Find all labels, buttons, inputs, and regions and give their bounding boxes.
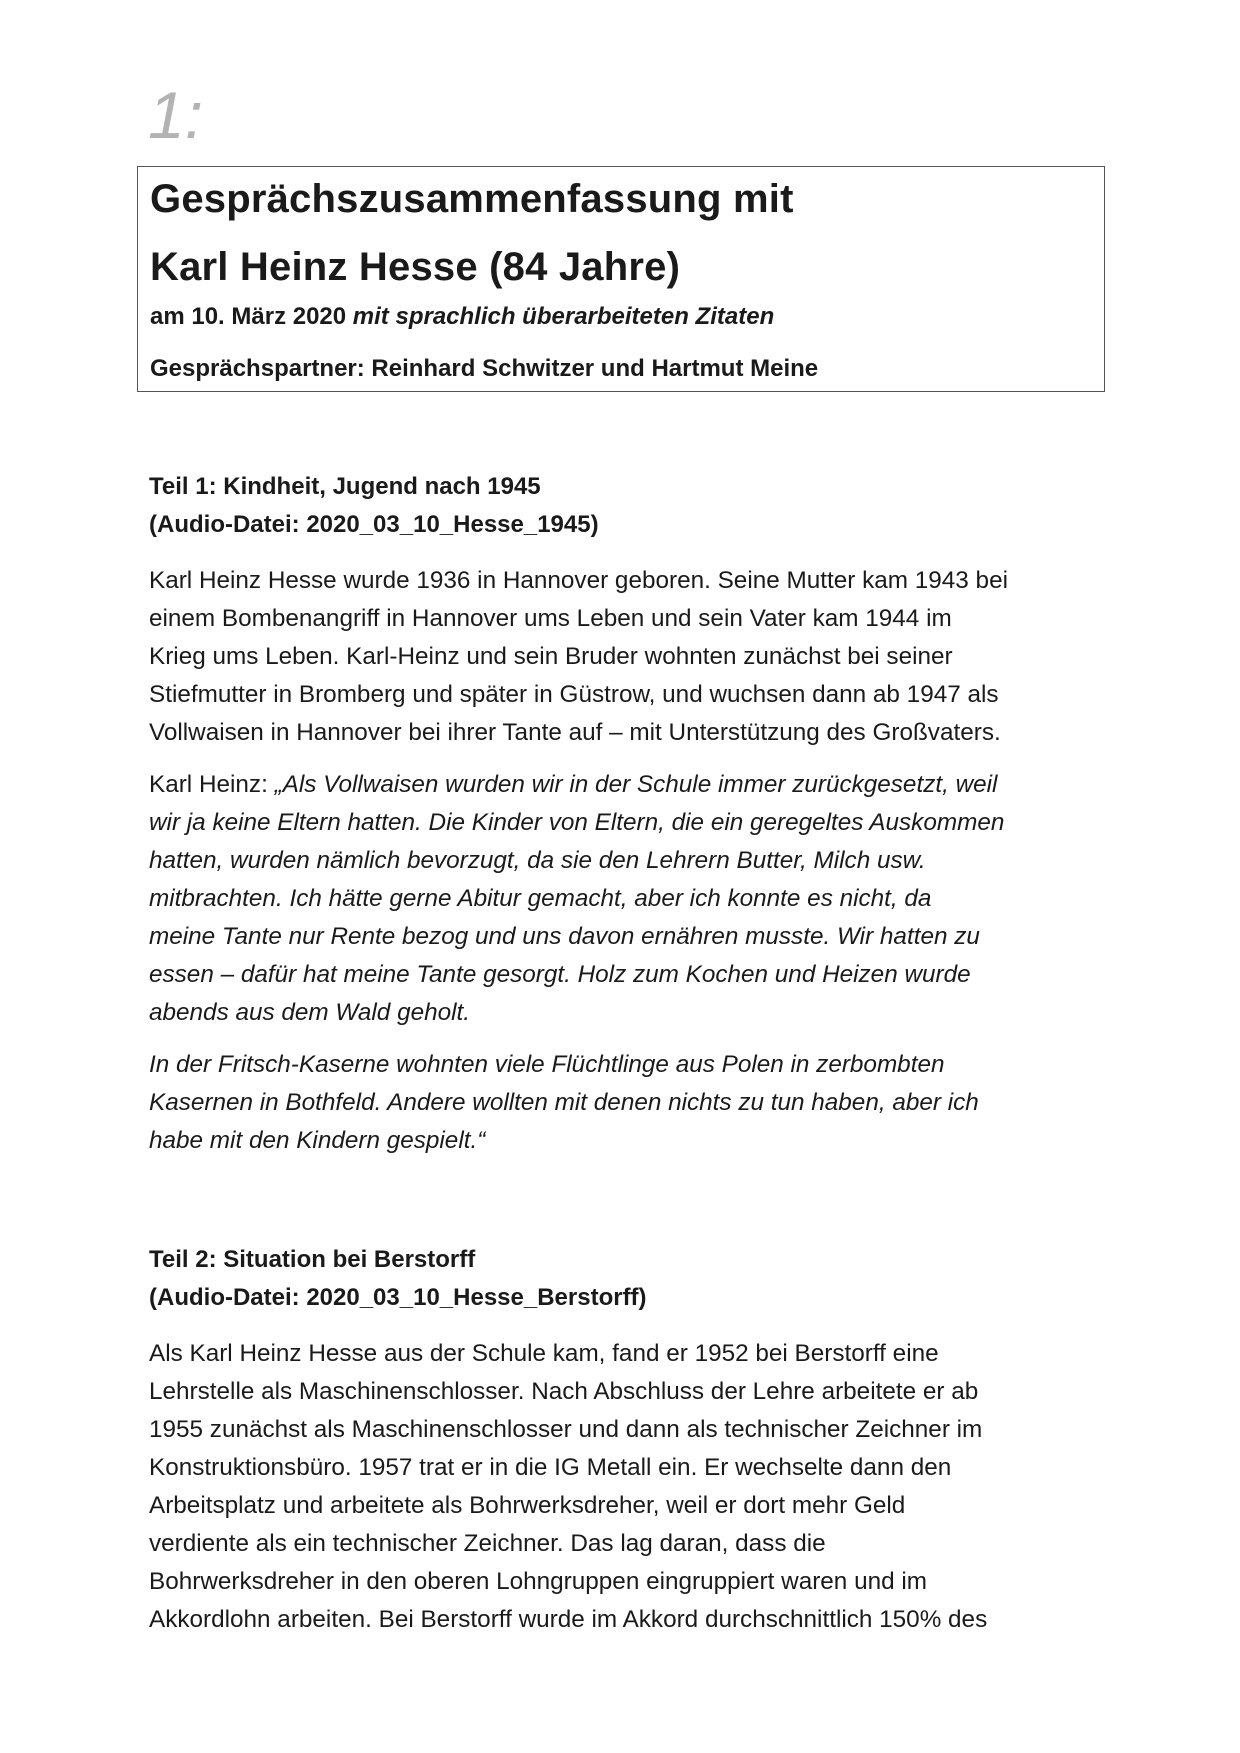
text-line: einem Bombenangriff in Hannover ums Leben und sein Vater kam 1944 im [149, 605, 952, 632]
paragraph-career [149, 1335, 1109, 1639]
text-line: Akkordlohn arbeiten. Bei Berstorff wurde im Akkord durchschnittlich 150% des [149, 1606, 988, 1633]
paragraph-biography [149, 562, 1109, 752]
paragraph-quote-2 [149, 1046, 1109, 1160]
text-line: Vollwaisen in Hannover bei ihrer Tante auf – mit Unterstützung des Großvaters. [149, 719, 1001, 746]
text-line: Als Karl Heinz Hesse aus der Schule kam, fand er 1952 bei Berstorff eine [149, 1340, 939, 1367]
section-part-2 [149, 1241, 1109, 1639]
section-audio-file: (Audio-Datei: 2020_03_10_Hesse_Berstorff) [149, 1284, 647, 1311]
text-line: Lehrstelle als Maschinenschlosser. Nach Abschluss der Lehre arbeitete er ab [149, 1378, 979, 1405]
text-line: Konstruktionsbüro. 1957 trat er in die IG Metall ein. Er wechselte dann den [149, 1454, 952, 1481]
document-title-line-1: Gesprächszusammenfassung mit [150, 177, 794, 221]
text-line: verdiente als ein technischer Zeichner. Das lag daran, dass die [149, 1530, 826, 1557]
text-line: Arbeitsplatz und arbeitete als Bohrwerksdreher, weil er dort mehr Geld [149, 1492, 906, 1519]
text-line: Karl Heinz Hesse wurde 1936 in Hannover geboren. Seine Mutter kam 1943 bei [149, 567, 1008, 594]
quote-speaker: Karl Heinz: [149, 771, 275, 798]
text-line: Bohrwerksdreher in den oberen Lohngruppen eingruppiert waren und im [149, 1568, 927, 1595]
text-line: essen – dafür hat meine Tante gesorgt. Holz zum Kochen und Heizen wurde [149, 961, 971, 988]
text-line: 1955 zunächst als Maschinenschlosser und dann als technischer Zeichner im [149, 1416, 983, 1443]
date-note: mit sprachlich überarbeiteten Zitaten [352, 303, 775, 330]
date-prefix: am 10. März 2020 [150, 303, 347, 330]
text-line: Kasernen in Bothfeld. Andere wollten mit denen nichts zu tun haben, aber ich [149, 1089, 979, 1116]
interview-partners: Gesprächspartner: Reinhard Schwitzer und Hartmut Meine [150, 355, 819, 382]
text-line: Stiefmutter in Bromberg und später in Güstrow, und wuchsen dann ab 1947 als [149, 681, 999, 708]
text-line: meine Tante nur Rente bezog und uns davon ernähren musste. Wir hatten zu [149, 923, 980, 950]
text-line: wir ja keine Eltern hatten. Die Kinder von Eltern, die ein geregeltes Auskommen [149, 809, 1005, 836]
section-heading: Teil 2: Situation bei Berstorff [149, 1246, 476, 1273]
text-line: abends aus dem Wald geholt. [149, 999, 471, 1026]
text-line: habe mit den Kindern gespielt.“ [149, 1127, 486, 1154]
interview-date [150, 303, 774, 331]
text-line: Krieg ums Leben. Karl-Heinz und sein Bruder wohnten zunächst bei seiner [149, 643, 953, 670]
paragraph-quote-1 [149, 766, 1109, 1032]
text-line: hatten, wurden nämlich bevorzugt, da sie den Lehrern Butter, Milch usw. [149, 847, 926, 874]
section-heading: Teil 1: Kindheit, Jugend nach 1945 [149, 473, 541, 500]
document-title-line-2: Karl Heinz Hesse (84 Jahre) [150, 245, 681, 289]
section-part-1 [149, 468, 1109, 1160]
page-number: 1: [148, 78, 204, 152]
section-audio-file: (Audio-Datei: 2020_03_10_Hesse_1945) [149, 511, 599, 538]
text-line: In der Fritsch-Kaserne wohnten viele Flüchtlinge aus Polen in zerbombten [149, 1051, 945, 1078]
quote-text: „Als Vollwaisen wurden wir in der Schule immer zurückgesetzt, weil [274, 771, 998, 798]
text-line [149, 766, 1109, 804]
title-box [137, 166, 1105, 392]
text-line: mitbrachten. Ich hätte gerne Abitur gemacht, aber ich konnte es nicht, da [149, 885, 932, 912]
